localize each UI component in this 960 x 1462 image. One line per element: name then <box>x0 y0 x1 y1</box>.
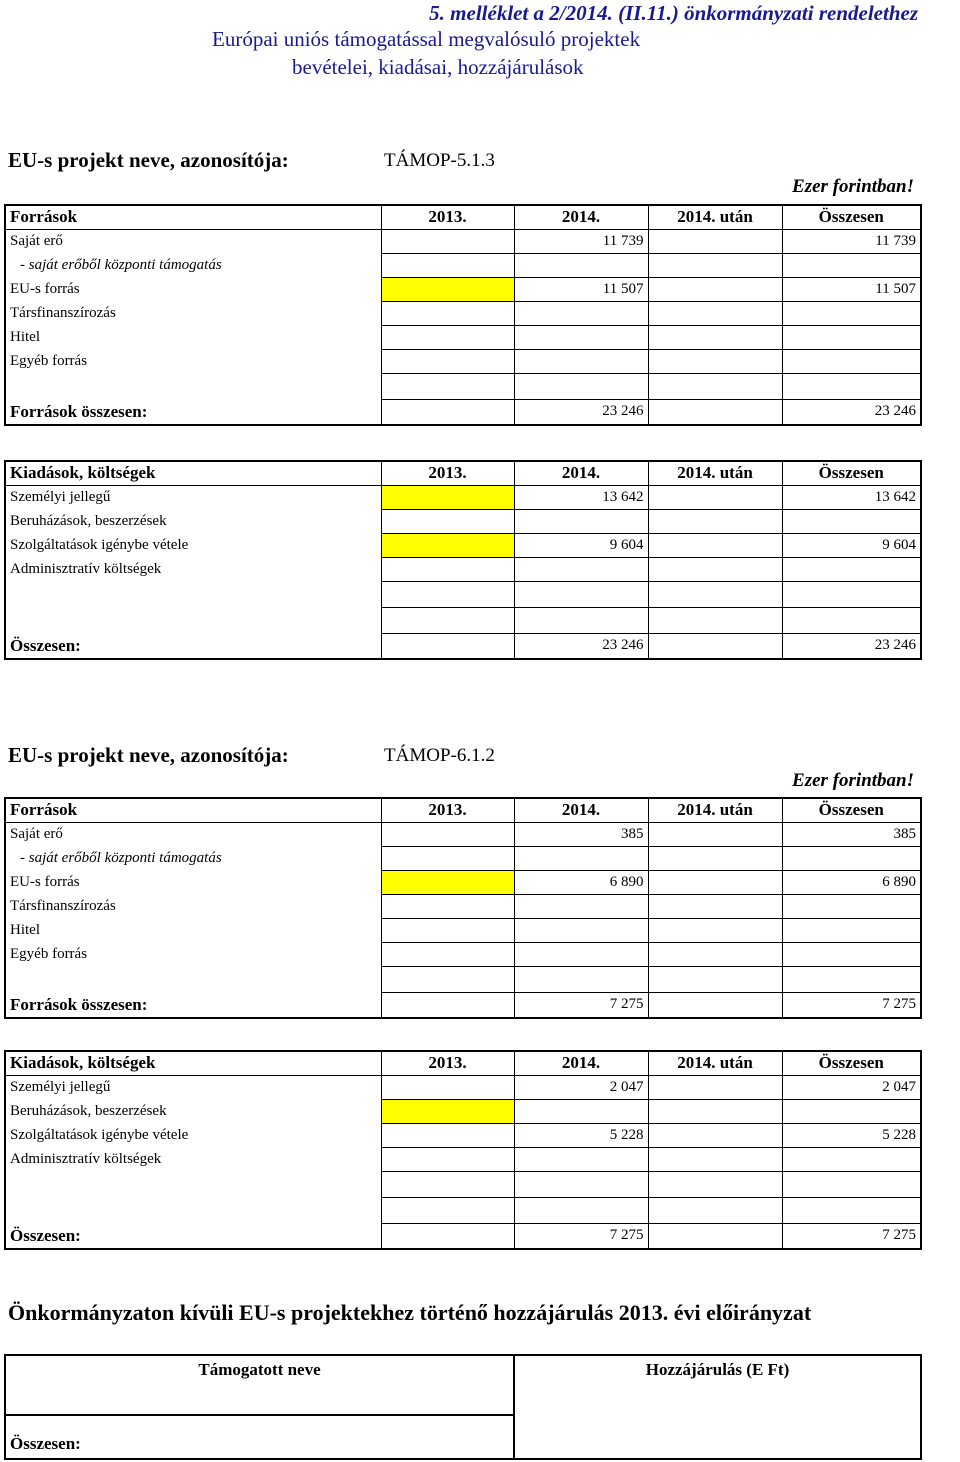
row-label: Személyi jellegű <box>5 485 381 509</box>
project-1-expenses-table <box>4 460 922 660</box>
project-1-unit-note: Ezer forintban! <box>792 176 914 197</box>
project-1-sources-table <box>4 204 922 426</box>
expenses-total-row <box>5 633 921 659</box>
table-row <box>5 822 921 846</box>
cell-2013-highlighted <box>381 277 514 301</box>
cell-2014 <box>514 894 648 918</box>
row-label: EU-s forrás <box>5 277 381 301</box>
header-cell: 2013. <box>381 205 514 229</box>
cell-2013-highlighted <box>381 1099 514 1123</box>
cell-2014 <box>514 349 648 373</box>
table-row <box>5 1099 921 1123</box>
empty-cell <box>5 607 381 633</box>
cell-2013-highlighted <box>381 870 514 894</box>
row-label: Egyéb forrás <box>5 349 381 373</box>
sources-total-row <box>5 992 921 1018</box>
cell-after-2014 <box>648 253 782 277</box>
total-after-2014 <box>648 1223 782 1249</box>
row-label: EU-s forrás <box>5 870 381 894</box>
empty-cell <box>5 966 381 992</box>
header-cell: Összesen <box>782 1051 921 1075</box>
sources-total-row <box>5 399 921 425</box>
cell-total <box>782 1147 921 1171</box>
cell-2013 <box>381 1075 514 1099</box>
empty-row <box>5 373 921 399</box>
cell-2014 <box>514 301 648 325</box>
cell-after-2014 <box>648 301 782 325</box>
table-row <box>5 349 921 373</box>
contribution-title: Önkormányzaton kívüli EU-s projektekhez történő hozzájárulás 2013. évi előirányzat <box>8 1300 812 1325</box>
total-2014: 23 246 <box>514 399 648 425</box>
contribution-table <box>4 1354 922 1460</box>
table-row <box>5 557 921 581</box>
header-cell: 2014. után <box>648 1051 782 1075</box>
cell-after-2014 <box>648 485 782 509</box>
empty-cell <box>381 1197 514 1223</box>
empty-cell <box>648 1171 782 1197</box>
empty-cell <box>381 581 514 607</box>
header-cell: Kiadások, költségek <box>5 461 381 485</box>
total-sum: 23 246 <box>782 633 921 659</box>
cell-after-2014 <box>648 894 782 918</box>
empty-cell <box>782 1171 921 1197</box>
cell-2014: 11 507 <box>514 277 648 301</box>
total-sum: 23 246 <box>782 399 921 425</box>
document-title-line2: bevételei, kiadásai, hozzájárulások <box>292 55 584 79</box>
row-label: Hitel <box>5 918 381 942</box>
total-after-2014 <box>648 633 782 659</box>
cell-total: 13 642 <box>782 485 921 509</box>
cell-total <box>782 349 921 373</box>
total-2014: 23 246 <box>514 633 648 659</box>
empty-cell <box>514 581 648 607</box>
empty-cell <box>648 373 782 399</box>
empty-cell <box>648 1197 782 1223</box>
cell-after-2014 <box>648 822 782 846</box>
header-cell: 2014. <box>514 1051 648 1075</box>
cell-after-2014 <box>648 349 782 373</box>
row-label: Egyéb forrás <box>5 942 381 966</box>
project-1-code: TÁMOP-5.1.3 <box>384 150 495 171</box>
expenses-total-row <box>5 1223 921 1249</box>
cell-2013 <box>381 942 514 966</box>
cell-after-2014 <box>648 942 782 966</box>
row-label: Hitel <box>5 325 381 349</box>
cell-total <box>782 509 921 533</box>
header-cell: 2014. <box>514 205 648 229</box>
cell-after-2014 <box>648 509 782 533</box>
cell-2013 <box>381 1147 514 1171</box>
total-label: Források összesen: <box>5 992 381 1018</box>
contribution-amount-header: Hozzájárulás (E Ft) <box>645 1360 790 1379</box>
project-2-code: TÁMOP-6.1.2 <box>384 745 495 766</box>
empty-cell <box>381 373 514 399</box>
empty-cell <box>381 966 514 992</box>
table-row <box>5 485 921 509</box>
empty-row <box>5 581 921 607</box>
table-row <box>5 325 921 349</box>
contribution-amount-column <box>514 1355 921 1459</box>
cell-total: 6 890 <box>782 870 921 894</box>
cell-total: 11 739 <box>782 229 921 253</box>
cell-after-2014 <box>648 846 782 870</box>
empty-cell <box>648 607 782 633</box>
empty-cell <box>514 607 648 633</box>
project-2-sources-table <box>4 797 922 1019</box>
header-cell: 2014. után <box>648 205 782 229</box>
empty-cell <box>381 1171 514 1197</box>
table-row <box>5 942 921 966</box>
cell-2013 <box>381 253 514 277</box>
row-label: Társfinanszírozás <box>5 894 381 918</box>
cell-2013 <box>381 229 514 253</box>
table-row <box>5 1075 921 1099</box>
total-label: Összesen: <box>5 633 381 659</box>
table-row <box>5 1123 921 1147</box>
cell-after-2014 <box>648 229 782 253</box>
empty-row <box>5 607 921 633</box>
row-label: Szolgáltatások igénybe vétele <box>5 533 381 557</box>
empty-row <box>5 966 921 992</box>
cell-2013 <box>381 349 514 373</box>
empty-cell <box>782 1197 921 1223</box>
cell-2014 <box>514 846 648 870</box>
empty-cell <box>5 373 381 399</box>
contribution-total-label: Összesen: <box>10 1434 81 1453</box>
cell-total <box>782 846 921 870</box>
cell-total <box>782 918 921 942</box>
total-2013 <box>381 992 514 1018</box>
row-label: Saját erő <box>5 822 381 846</box>
row-label: Beruházások, beszerzések <box>5 509 381 533</box>
cell-2014 <box>514 509 648 533</box>
total-2013 <box>381 1223 514 1249</box>
table-row <box>5 894 921 918</box>
cell-after-2014 <box>648 1123 782 1147</box>
total-after-2014 <box>648 992 782 1018</box>
cell-2014 <box>514 325 648 349</box>
empty-cell <box>5 1171 381 1197</box>
table-row <box>5 846 921 870</box>
row-label: Társfinanszírozás <box>5 301 381 325</box>
row-label: Szolgáltatások igénybe vétele <box>5 1123 381 1147</box>
total-sum: 7 275 <box>782 992 921 1018</box>
empty-cell <box>5 581 381 607</box>
cell-2014: 13 642 <box>514 485 648 509</box>
contribution-row <box>5 1355 921 1415</box>
header-cell: 2014. után <box>648 461 782 485</box>
sources-header-row <box>5 205 921 229</box>
cell-2013 <box>381 846 514 870</box>
header-cell: 2013. <box>381 1051 514 1075</box>
empty-cell <box>514 966 648 992</box>
cell-2014: 11 739 <box>514 229 648 253</box>
sources-header-row <box>5 798 921 822</box>
header-cell: Források <box>5 205 381 229</box>
expenses-header-row <box>5 461 921 485</box>
row-label: Személyi jellegű <box>5 1075 381 1099</box>
empty-cell <box>381 607 514 633</box>
cell-after-2014 <box>648 870 782 894</box>
cell-2013 <box>381 509 514 533</box>
cell-2014 <box>514 918 648 942</box>
table-row <box>5 533 921 557</box>
cell-total <box>782 301 921 325</box>
cell-2013 <box>381 557 514 581</box>
cell-2014: 5 228 <box>514 1123 648 1147</box>
total-2014: 7 275 <box>514 992 648 1018</box>
cell-2014 <box>514 1147 648 1171</box>
total-label: Összesen: <box>5 1223 381 1249</box>
table-row <box>5 301 921 325</box>
cell-total <box>782 894 921 918</box>
annex-reference: 5. melléklet a 2/2014. (II.11.) önkormányzati rendelethez <box>429 1 918 25</box>
empty-cell <box>782 607 921 633</box>
project-2-expenses-table <box>4 1050 922 1250</box>
table-row <box>5 253 921 277</box>
cell-2013-highlighted <box>381 533 514 557</box>
cell-2013 <box>381 1123 514 1147</box>
empty-cell <box>782 966 921 992</box>
cell-2013 <box>381 822 514 846</box>
cell-2013-highlighted <box>381 485 514 509</box>
empty-cell <box>648 581 782 607</box>
row-label: Beruházások, beszerzések <box>5 1099 381 1123</box>
cell-total <box>782 557 921 581</box>
cell-2014: 2 047 <box>514 1075 648 1099</box>
cell-2013 <box>381 325 514 349</box>
row-label: Adminisztratív költségek <box>5 557 381 581</box>
cell-total <box>782 1099 921 1123</box>
header-cell: 2014. után <box>648 798 782 822</box>
cell-after-2014 <box>648 1075 782 1099</box>
row-label: Adminisztratív költségek <box>5 1147 381 1171</box>
table-row <box>5 277 921 301</box>
table-row <box>5 870 921 894</box>
header-cell: 2013. <box>381 461 514 485</box>
supported-name-header: Támogatott neve <box>198 1360 321 1379</box>
empty-cell <box>514 373 648 399</box>
row-label: - saját erőből központi támogatás <box>5 846 381 870</box>
table-row <box>5 918 921 942</box>
cell-total: 5 228 <box>782 1123 921 1147</box>
cell-after-2014 <box>648 533 782 557</box>
total-2013 <box>381 633 514 659</box>
cell-after-2014 <box>648 325 782 349</box>
cell-2013 <box>381 894 514 918</box>
cell-total: 11 507 <box>782 277 921 301</box>
total-2013 <box>381 399 514 425</box>
cell-total: 385 <box>782 822 921 846</box>
document-title-line1: Európai uniós támogatással megvalósuló projektek <box>212 27 641 51</box>
empty-row <box>5 1197 921 1223</box>
cell-2014 <box>514 1099 648 1123</box>
empty-row <box>5 1171 921 1197</box>
header-cell: 2013. <box>381 798 514 822</box>
total-sum: 7 275 <box>782 1223 921 1249</box>
empty-cell <box>782 373 921 399</box>
cell-after-2014 <box>648 1099 782 1123</box>
table-row <box>5 509 921 533</box>
contribution-total-cell <box>5 1415 514 1459</box>
table-row <box>5 229 921 253</box>
expenses-header-row <box>5 1051 921 1075</box>
total-2014: 7 275 <box>514 1223 648 1249</box>
row-label: Saját erő <box>5 229 381 253</box>
header-cell: 2014. <box>514 798 648 822</box>
header-cell: Források <box>5 798 381 822</box>
cell-total <box>782 325 921 349</box>
empty-cell <box>5 1197 381 1223</box>
total-label: Források összesen: <box>5 399 381 425</box>
cell-after-2014 <box>648 277 782 301</box>
empty-cell <box>648 966 782 992</box>
empty-cell <box>514 1197 648 1223</box>
header-cell: Kiadások, költségek <box>5 1051 381 1075</box>
header-cell: Összesen <box>782 798 921 822</box>
cell-2014: 6 890 <box>514 870 648 894</box>
project-1-label: EU-s projekt neve, azonosítója: <box>8 148 289 172</box>
cell-2013 <box>381 918 514 942</box>
cell-2014 <box>514 557 648 581</box>
cell-2013 <box>381 301 514 325</box>
cell-2014: 9 604 <box>514 533 648 557</box>
table-row <box>5 1147 921 1171</box>
empty-cell <box>782 581 921 607</box>
cell-after-2014 <box>648 918 782 942</box>
cell-2014 <box>514 942 648 966</box>
cell-total <box>782 253 921 277</box>
header-cell: Összesen <box>782 205 921 229</box>
cell-total: 2 047 <box>782 1075 921 1099</box>
cell-after-2014 <box>648 1147 782 1171</box>
row-label: - saját erőből központi támogatás <box>5 253 381 277</box>
cell-after-2014 <box>648 557 782 581</box>
project-2-unit-note: Ezer forintban! <box>792 770 914 791</box>
empty-cell <box>514 1171 648 1197</box>
cell-total: 9 604 <box>782 533 921 557</box>
header-cell: Összesen <box>782 461 921 485</box>
header-cell: 2014. <box>514 461 648 485</box>
cell-2014 <box>514 253 648 277</box>
total-after-2014 <box>648 399 782 425</box>
project-2-label: EU-s projekt neve, azonosítója: <box>8 743 289 767</box>
cell-2014: 385 <box>514 822 648 846</box>
supported-name-column <box>5 1355 514 1415</box>
cell-total <box>782 942 921 966</box>
